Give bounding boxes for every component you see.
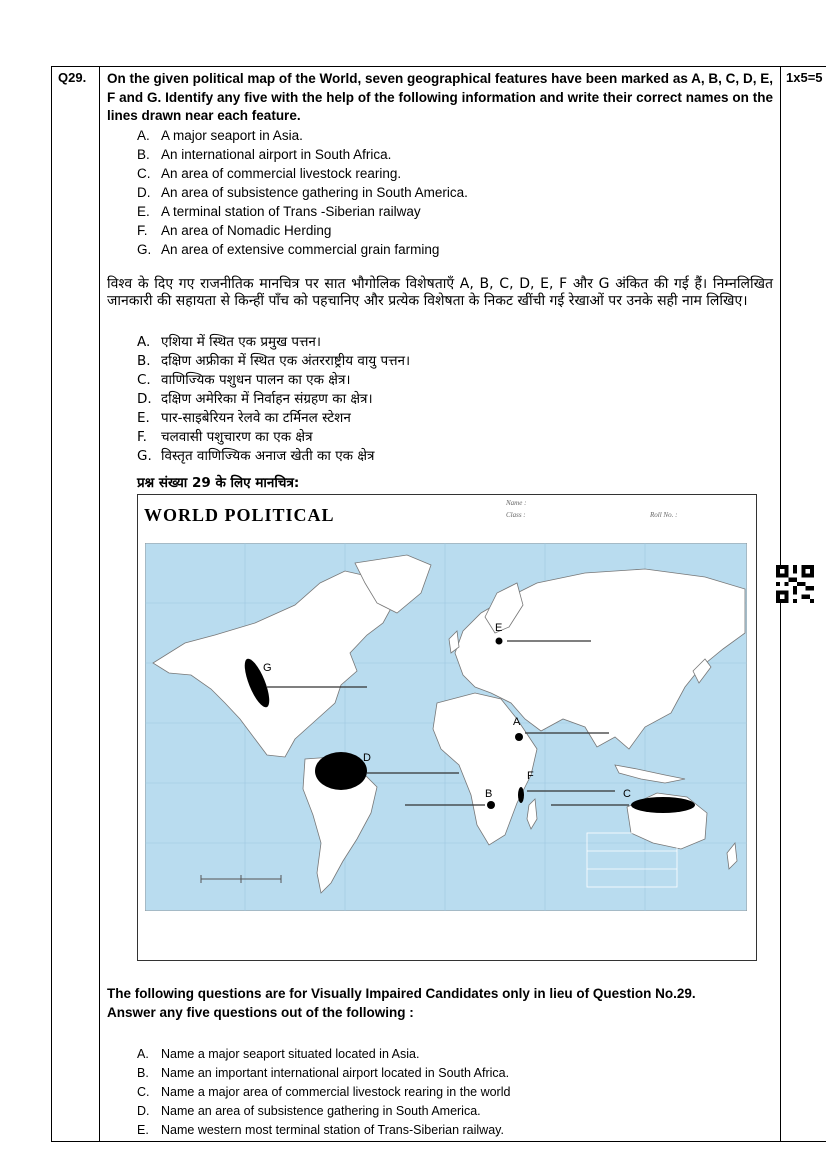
list-item: B. दक्षिण अफ्रीका में स्थित एक अंतरराष्ट्रीय वायु पत्तन। — [137, 353, 411, 369]
marker-label: D — [363, 752, 371, 764]
list-item: C. वाणिज्यिक पशुधन पालन का एक क्षेत्र। — [137, 372, 351, 388]
question-number: Q29. — [58, 70, 87, 85]
number-column-divider — [99, 66, 100, 1141]
list-item: E. A terminal station of Trans -Siberian railway — [137, 204, 421, 219]
list-item: A. A major seaport in Asia. — [137, 128, 303, 143]
list-item: B. An international airport in South Africa. — [137, 147, 392, 162]
list-item: D. Name an area of subsistence gathering in South America. — [137, 1104, 481, 1118]
list-item: D. दक्षिण अमेरिका में निर्वाहन संग्रहण का क्षेत्र। — [137, 391, 373, 407]
feature-list-english — [137, 126, 468, 259]
vi-heading-text: The following questions are for Visually Impaired Candidates only in lieu of Question No.29. — [107, 986, 696, 1001]
feature-list-hindi — [137, 333, 410, 466]
world-political-map — [137, 494, 757, 961]
list-item: A. Name a major seaport situated located in Asia. — [137, 1047, 420, 1061]
list-item: A. एशिया में स्थित एक प्रमुख पत्तन। — [137, 334, 322, 350]
list-item: F. चलवासी पशुचारण का एक क्षेत्र — [137, 429, 313, 445]
list-item: E. पार-साइबेरियन रेलवे का टर्मिनल स्टेशन — [137, 410, 351, 426]
list-item: C. An area of commercial livestock rearing. — [137, 166, 402, 181]
map-graphic — [145, 543, 747, 911]
marker-label: C — [623, 788, 631, 800]
question-intro-hindi: विश्व के दिए गए राजनीतिक मानचित्र पर सात भौगोलिक विशेषताएँ A, B, C, D, E, F और G अंकित की गई हैं। निम्नलिखित जानकारी की सहायता से किन्हीं पाँच को पहचानिए और प्रत्येक विशेषता के निकट खींची गई रेखाओं पर उनके सही नाम लिखिए। — [107, 276, 773, 309]
marker-label: G — [263, 662, 272, 674]
map-class-label: Class : — [506, 511, 526, 519]
marker-label: F — [527, 770, 534, 782]
list-item: D. An area of subsistence gathering in South America. — [137, 185, 468, 200]
list-item: F. An area of Nomadic Herding — [137, 223, 332, 238]
vi-question-list — [137, 1045, 510, 1140]
visually-impaired-heading — [107, 984, 707, 1022]
list-item: G. An area of extensive commercial grain farming — [137, 242, 440, 257]
list-item: E. Name western most terminal station of Trans-Siberian railway. — [137, 1123, 504, 1137]
marks-column-divider — [780, 66, 781, 1141]
marker-label: A — [513, 716, 521, 728]
map-caption: प्रश्न संख्या 29 के लिए मानचित्र: — [137, 475, 300, 491]
map-roll-label: Roll No. : — [650, 511, 678, 519]
marker-label: B — [485, 788, 493, 800]
list-item: B. Name an important international airport located in South Africa. — [137, 1066, 510, 1080]
question-intro-english: On the given political map of the World, seven geographical features have been marked as A, B, C, D, E, F and G. Identify any five with the help of the following information and write their correct names on the lines drawn near each feature. — [107, 71, 773, 124]
list-item: G. विस्तृत वाणिज्यिक अनाज खेती का एक क्षेत्र — [137, 448, 375, 464]
vi-instruction: Answer any five questions out of the following : — [107, 1005, 414, 1020]
map-title: WORLD POLITICAL — [144, 505, 335, 525]
map-name-label: Name : — [506, 499, 527, 507]
qr-code-icon — [776, 565, 814, 603]
marks-allocation: 1x5=5 — [786, 70, 823, 85]
marker-label: E — [495, 622, 503, 634]
list-item: C. Name a major area of commercial livestock rearing in the world — [137, 1085, 511, 1099]
